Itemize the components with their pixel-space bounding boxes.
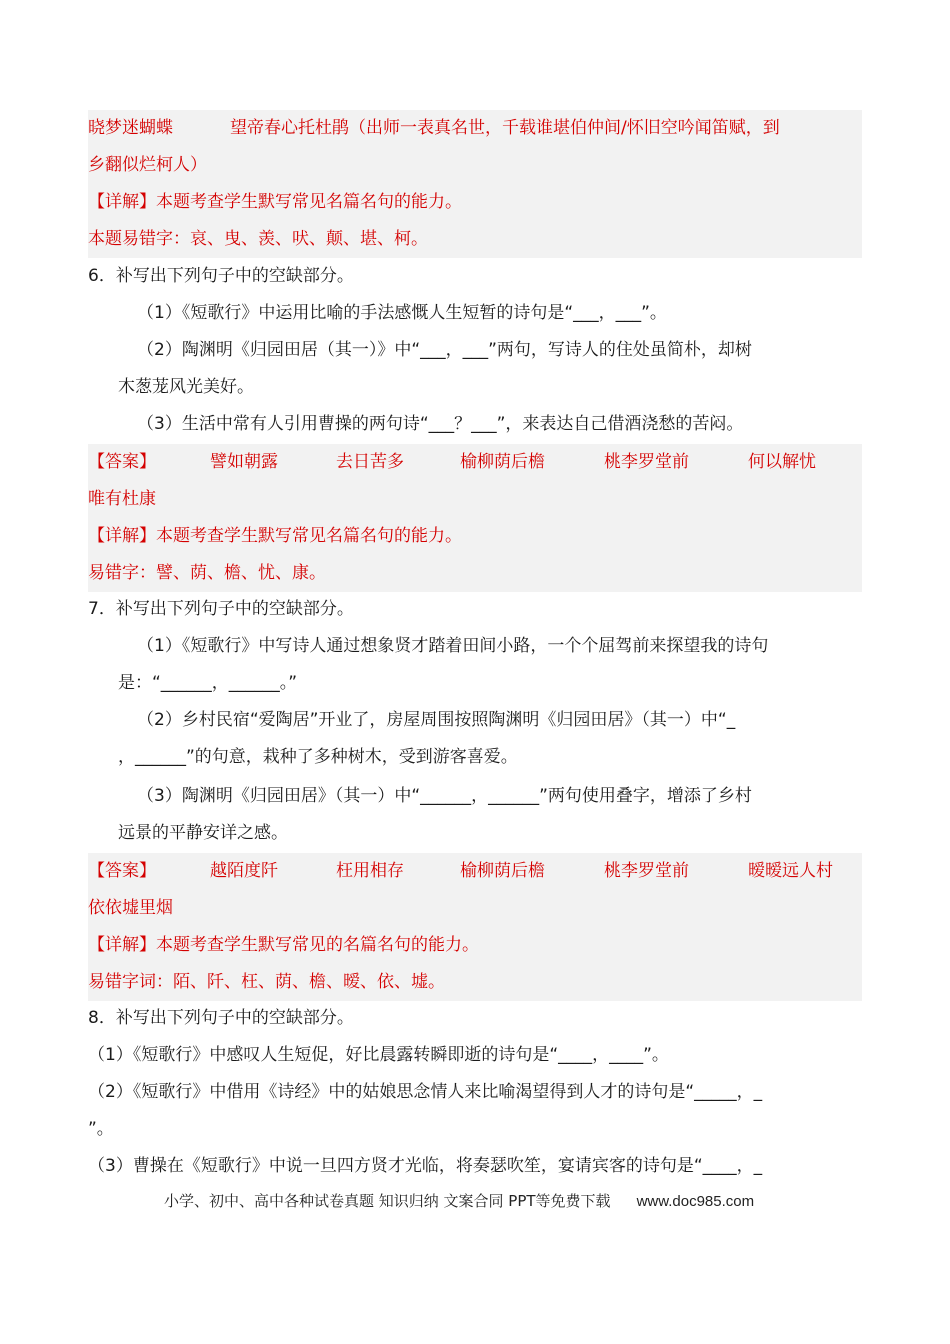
question-8-sub-1: （1）《短歌行》中感叹人生短促，好比晨露转瞬即逝的诗句是“____，____”。 bbox=[88, 1045, 669, 1065]
question-7-sub-3-cont: 远景的平静安详之感。 bbox=[118, 823, 288, 843]
question-6-sub-2: （2）陶渊明《归园田居（其一）》中“___，___”两句，写诗人的住处虽简朴，却树 bbox=[137, 340, 752, 360]
answer-item: 榆柳荫后檐 bbox=[460, 452, 545, 472]
explain-text: 【详解】本题考查学生默写常见名篇名句的能力。 bbox=[88, 526, 462, 546]
question-8-sub-2: （2）《短歌行》中借用《诗经》中的姑娘思念情人来比喻渴望得到人才的诗句是“_____，_ bbox=[88, 1082, 763, 1102]
answer-item: 暧暧远人村 bbox=[748, 861, 833, 881]
answer-item: 越陌度阡 bbox=[210, 861, 278, 881]
explain-text: 【详解】本题考查学生默写常见名篇名句的能力。 bbox=[88, 192, 462, 212]
question-8-sub-2-cont: ”。 bbox=[88, 1119, 114, 1139]
footer-text: 小学、初中、高中各种试卷真题 知识归纳 文案合同 PPT等免费下载 bbox=[164, 1192, 611, 1210]
answer-line bbox=[88, 481, 862, 518]
question-8-title: 8．补写出下列句子中的空缺部分。 bbox=[88, 1008, 354, 1028]
question-8-sub-3: （3）曹操在《短歌行》中说一旦四方贤才光临，将奏瑟吹笙，宴请宾客的诗句是“____，_ bbox=[88, 1156, 763, 1176]
page-footer bbox=[164, 1190, 754, 1211]
answer-label: 【答案】 bbox=[88, 861, 156, 881]
explain-text: 【详解】本题考查学生默写常见的名篇名句的能力。 bbox=[88, 935, 479, 955]
question-7-sub-2-cont: ，______”的句意，栽种了多种树木，受到游客喜爱。 bbox=[118, 747, 518, 767]
answer-text: 晓梦迷蝴蝶 bbox=[88, 118, 173, 138]
errors-line bbox=[88, 221, 862, 258]
answer-item: 依依墟里烟 bbox=[88, 898, 173, 918]
errors-text: 易错字：譬、荫、檐、忧、康。 bbox=[88, 563, 326, 583]
answer-item: 榆柳荫后檐 bbox=[460, 861, 545, 881]
errors-line bbox=[88, 555, 862, 592]
answer-item: 枉用相存 bbox=[336, 861, 404, 881]
answer-item: 何以解忧 bbox=[748, 452, 816, 472]
explain-line bbox=[88, 184, 862, 221]
answer-item: 唯有杜康 bbox=[88, 489, 156, 509]
errors-text: 易错字词：陌、阡、枉、荫、檐、暧、依、墟。 bbox=[88, 972, 445, 992]
answer-item: 去日苦多 bbox=[336, 452, 404, 472]
question-6-sub-3: （3）生活中常有人引用曹操的两句诗“___？___”，来表达自己借酒浇愁的苦闷。 bbox=[137, 414, 744, 434]
answer-item: 桃李罗堂前 bbox=[604, 452, 689, 472]
answer-label: 【答案】 bbox=[88, 452, 156, 472]
question-7-sub-3: （3）陶渊明《归园田居》（其一）中“______，______”两句使用叠字，增添了乡村 bbox=[137, 786, 752, 806]
answer-text: 望帝春心托杜鹃（出师一表真名世，千载谁堪伯仲间/怀旧空吟闻笛赋，到 bbox=[230, 118, 780, 138]
answer-block-line bbox=[88, 147, 862, 184]
question-6-sub-1: （1）《短歌行》中运用比喻的手法感慨人生短暂的诗句是“___，___”。 bbox=[137, 303, 667, 323]
question-7-sub-1-cont: 是：“______，______。” bbox=[118, 673, 298, 693]
question-6-title: 6．补写出下列句子中的空缺部分。 bbox=[88, 266, 354, 286]
explain-line bbox=[88, 518, 862, 555]
answer-text: 乡翻似烂柯人） bbox=[88, 155, 207, 175]
footer-website[interactable]: www.doc985.com bbox=[636, 1193, 755, 1210]
answer-item: 桃李罗堂前 bbox=[604, 861, 689, 881]
answer-line bbox=[88, 853, 862, 890]
answer-block-line bbox=[88, 110, 862, 147]
explain-line bbox=[88, 927, 862, 964]
answer-item: 譬如朝露 bbox=[210, 452, 278, 472]
errors-line bbox=[88, 964, 862, 1001]
answer-line bbox=[88, 890, 862, 927]
question-7-sub-1: （1）《短歌行》中写诗人通过想象贤才踏着田间小路，一个个屈驾前来探望我的诗句 bbox=[137, 636, 769, 656]
errors-text: 本题易错字：哀、曳、羡、吠、颠、堪、柯。 bbox=[88, 229, 428, 249]
question-7-sub-2: （2）乡村民宿“爱陶居”开业了，房屋周围按照陶渊明《归园田居》（其一）中“_ bbox=[137, 710, 736, 730]
answer-line bbox=[88, 444, 862, 481]
question-6-sub-2-cont: 木葱茏风光美好。 bbox=[118, 377, 254, 397]
question-7-title: 7．补写出下列句子中的空缺部分。 bbox=[88, 599, 354, 619]
